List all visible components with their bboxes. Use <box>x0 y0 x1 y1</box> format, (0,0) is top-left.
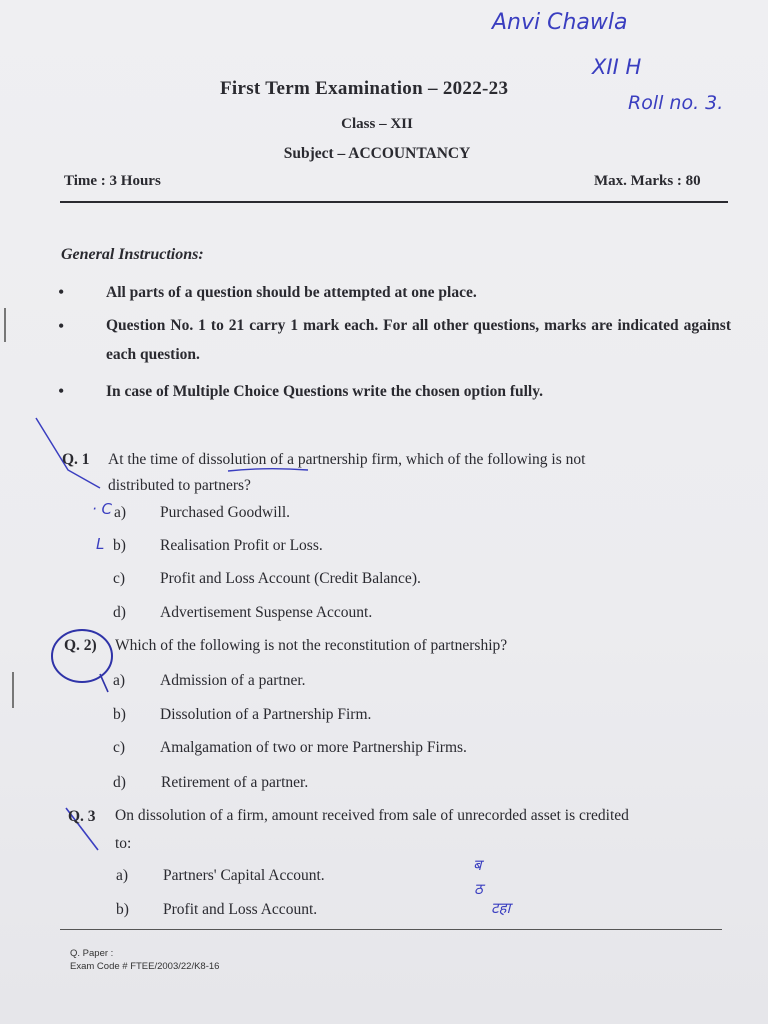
option-b-mark: L <box>96 535 105 553</box>
question-2-option-a-letter: a) <box>113 672 126 689</box>
question-1-option-d-letter: d) <box>113 604 126 621</box>
question-2-option-c-letter: c) <box>113 739 126 756</box>
question-1-option-b-letter: b) <box>113 537 126 554</box>
instruction-1: All parts of a question should be attempted at one place. <box>106 284 477 301</box>
time-label: Time : 3 Hours <box>64 173 161 189</box>
circle-mark-icon <box>44 622 124 696</box>
question-1-option-a-text: Purchased Goodwill. <box>160 504 291 521</box>
question-2-option-d-text: Retirement of a partner. <box>161 774 309 791</box>
question-1-number: Q. 1 <box>62 451 90 468</box>
bullet-1: • <box>58 282 65 302</box>
question-3-option-a-text: Partners' Capital Account. <box>163 867 325 884</box>
margin-mark-top <box>4 308 6 342</box>
question-3-text-line2: to: <box>115 835 132 852</box>
handwritten-class: XII H <box>592 55 642 79</box>
question-3-option-b-text: Profit and Loss Account. <box>163 901 318 918</box>
question-2-number: Q. 2) <box>64 637 97 654</box>
handwritten-note-1: ब <box>473 856 482 874</box>
bullet-2: • <box>58 316 65 336</box>
footer-exam-code: Exam Code # FTEE/2003/22/K8-16 <box>70 961 220 972</box>
margin-mark-bottom <box>12 672 14 708</box>
class-label: Class – XII <box>341 116 413 132</box>
question-3-text-line1: On dissolution of a firm, amount received from sale of unrecorded asset is credited <box>115 807 629 824</box>
option-a-mark: · C <box>92 500 113 518</box>
question-1-option-b-text: Realisation Profit or Loss. <box>160 537 323 554</box>
handwritten-roll: Roll no. 3. <box>628 92 724 114</box>
question-1-text-line2: distributed to partners? <box>108 477 251 494</box>
question-3-option-b-letter: b) <box>116 901 129 918</box>
subject-label: Subject – ACCOUNTANCY <box>283 145 471 162</box>
question-1-option-d-text: Advertisement Suspense Account. <box>160 604 373 621</box>
instruction-2: Question No. 1 to 21 carry 1 mark each. For all other questions, marks are indicated against each question. <box>106 317 731 363</box>
footer-divider <box>60 929 722 930</box>
question-1-text-line1: At the time of dissolution of a partnership firm, which of the following is not <box>108 451 586 468</box>
question-2-option-d-letter: d) <box>113 774 126 791</box>
question-3-number: Q. 3 <box>68 808 96 825</box>
instruction-3: In case of Multiple Choice Questions write the chosen option fully. <box>106 383 544 400</box>
question-2-option-c-text: Amalgamation of two or more Partnership Firms. <box>160 739 467 756</box>
general-instructions-title: General Instructions: <box>61 246 204 263</box>
footer-paper-label: Q. Paper : <box>70 948 114 959</box>
handwritten-note-2: ठ <box>474 880 483 898</box>
exam-title: First Term Examination – 2022-23 <box>220 78 509 99</box>
handwritten-note-3: टहा <box>491 899 511 917</box>
question-3-option-a-letter: a) <box>116 867 129 884</box>
question-2-option-b-text: Dissolution of a Partnership Firm. <box>160 706 372 723</box>
handwritten-name: Anvi Chawla <box>492 10 628 35</box>
header-divider <box>60 201 728 203</box>
question-1-option-a-letter: a) <box>114 504 127 521</box>
question-1-option-c-text: Profit and Loss Account (Credit Balance). <box>160 570 421 587</box>
bullet-3: • <box>58 381 65 401</box>
question-2-option-a-text: Admission of a partner. <box>160 672 306 689</box>
question-2-option-b-letter: b) <box>113 706 126 723</box>
max-marks-label: Max. Marks : 80 <box>594 173 701 189</box>
question-2-text: Which of the following is not the reconstitution of partnership? <box>115 637 508 654</box>
question-1-option-c-letter: c) <box>113 570 126 587</box>
